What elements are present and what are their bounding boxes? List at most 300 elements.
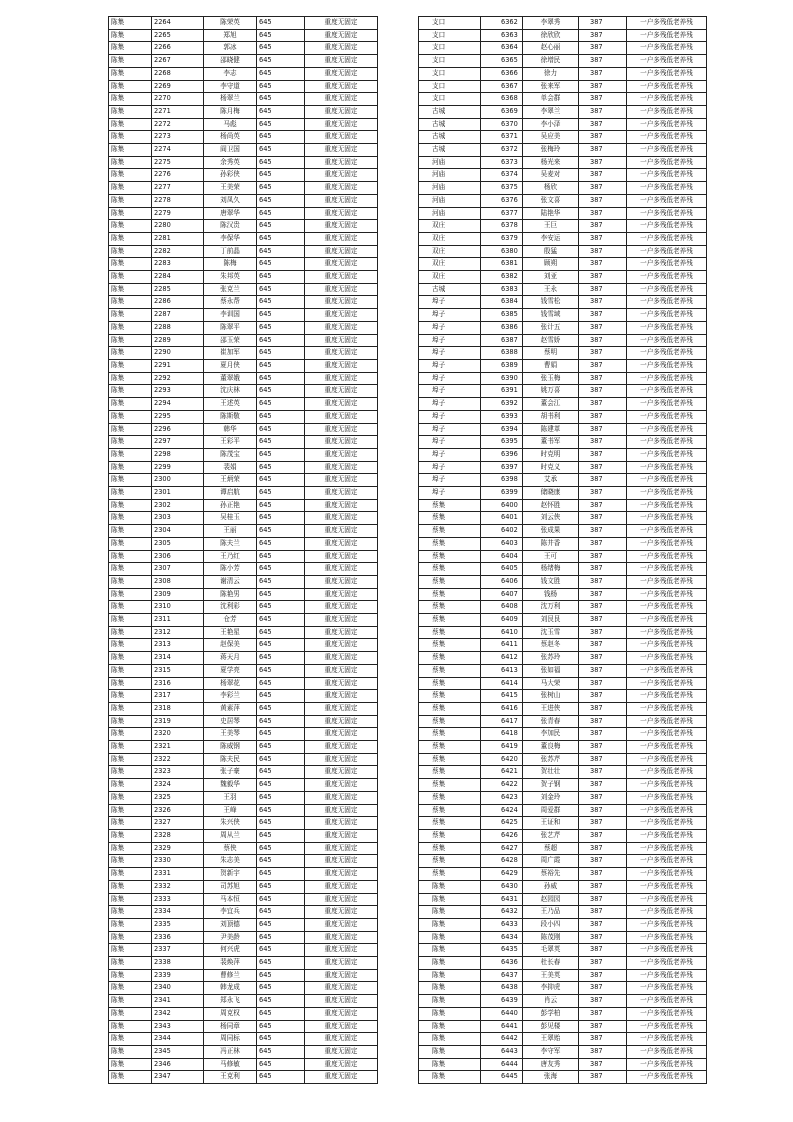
name-cell: 段小四 [523, 918, 579, 931]
category-cell: 一户多残低老养残 [627, 855, 707, 868]
category-cell: 重度无固定 [305, 42, 378, 55]
category-cell: 重度无固定 [305, 791, 378, 804]
table-row [419, 359, 707, 372]
category-cell: 重度无固定 [305, 283, 378, 296]
amount-cell: 645 [257, 499, 305, 512]
name-cell: 朱邦英 [204, 271, 257, 284]
id-cell: 6385 [481, 309, 523, 322]
category-cell: 重度无固定 [305, 131, 378, 144]
table-row [109, 29, 378, 42]
id-cell: 2301 [152, 487, 204, 500]
id-cell: 6442 [481, 1033, 523, 1046]
name-cell: 李志 [204, 67, 257, 80]
amount-cell: 645 [257, 1058, 305, 1071]
town-cell: 埠子 [419, 423, 481, 436]
table-row [419, 969, 707, 982]
id-cell: 2283 [152, 258, 204, 271]
name-cell: 张子豪 [204, 766, 257, 779]
id-cell: 2318 [152, 702, 204, 715]
table-row [109, 537, 378, 550]
category-cell: 重度无固定 [305, 575, 378, 588]
table-row [109, 525, 378, 538]
id-cell: 6364 [481, 42, 523, 55]
amount-cell: 645 [257, 753, 305, 766]
id-cell: 6388 [481, 347, 523, 360]
amount-cell: 387 [579, 575, 627, 588]
town-cell: 陈集 [109, 258, 152, 271]
category-cell: 重度无固定 [305, 17, 378, 30]
category-cell: 重度无固定 [305, 194, 378, 207]
amount-cell: 387 [579, 499, 627, 512]
table-row [109, 347, 378, 360]
amount-cell: 387 [579, 728, 627, 741]
town-cell: 陈集 [109, 105, 152, 118]
id-cell: 2302 [152, 499, 204, 512]
table-row [109, 232, 378, 245]
category-cell: 重度无固定 [305, 880, 378, 893]
amount-cell: 645 [257, 969, 305, 982]
id-cell: 2335 [152, 918, 204, 931]
amount-cell: 387 [579, 652, 627, 665]
amount-cell: 645 [257, 334, 305, 347]
id-cell: 2346 [152, 1058, 204, 1071]
name-cell: 董书军 [523, 436, 579, 449]
category-cell: 重度无固定 [305, 601, 378, 614]
name-cell: 杨绪梅 [523, 563, 579, 576]
town-cell: 陈集 [109, 601, 152, 614]
amount-cell: 645 [257, 779, 305, 792]
category-cell: 一户多残低老养残 [627, 461, 707, 474]
category-cell: 一户多残低老养残 [627, 245, 707, 258]
town-cell: 陈集 [109, 347, 152, 360]
id-cell: 2321 [152, 741, 204, 754]
name-cell: 史居琴 [204, 715, 257, 728]
name-cell: 刘凤久 [204, 194, 257, 207]
id-cell: 2273 [152, 131, 204, 144]
table-row [419, 563, 707, 576]
category-cell: 一户多残低老养残 [627, 906, 707, 919]
table-row [419, 169, 707, 182]
id-cell: 2293 [152, 385, 204, 398]
category-cell: 重度无固定 [305, 969, 378, 982]
id-cell: 6419 [481, 741, 523, 754]
table-row [109, 817, 378, 830]
amount-cell: 387 [579, 1020, 627, 1033]
id-cell: 6417 [481, 715, 523, 728]
town-cell: 陈集 [109, 563, 152, 576]
table-row [109, 652, 378, 665]
category-cell: 重度无固定 [305, 29, 378, 42]
town-cell: 陈集 [109, 144, 152, 157]
amount-cell: 645 [257, 67, 305, 80]
id-cell: 2288 [152, 321, 204, 334]
category-cell: 一户多残低老养残 [627, 436, 707, 449]
town-cell: 双庄 [419, 220, 481, 233]
town-cell: 蔡集 [419, 626, 481, 639]
category-cell: 一户多残低老养残 [627, 42, 707, 55]
name-cell: 肖云 [523, 995, 579, 1008]
name-cell: 陆艳华 [523, 207, 579, 220]
category-cell: 重度无固定 [305, 906, 378, 919]
town-cell: 陈集 [109, 474, 152, 487]
amount-cell: 387 [579, 918, 627, 931]
id-cell: 2264 [152, 17, 204, 30]
id-cell: 2289 [152, 334, 204, 347]
amount-cell: 387 [579, 17, 627, 30]
amount-cell: 387 [579, 804, 627, 817]
id-cell: 2267 [152, 55, 204, 68]
name-cell: 王乃红 [204, 550, 257, 563]
table-row [419, 220, 707, 233]
amount-cell: 645 [257, 321, 305, 334]
town-cell: 蔡集 [419, 588, 481, 601]
name-cell: 周爱群 [523, 804, 579, 817]
amount-cell: 387 [579, 690, 627, 703]
category-cell: 一户多残低老养残 [627, 868, 707, 881]
id-cell: 2325 [152, 791, 204, 804]
amount-cell: 645 [257, 512, 305, 525]
category-cell: 重度无固定 [305, 105, 378, 118]
category-cell: 一户多残低老养残 [627, 842, 707, 855]
amount-cell: 387 [579, 105, 627, 118]
amount-cell: 387 [579, 601, 627, 614]
name-cell: 张玉梅 [523, 372, 579, 385]
name-cell: 陈艳男 [204, 588, 257, 601]
town-cell: 陈集 [109, 652, 152, 665]
town-cell: 陈集 [109, 677, 152, 690]
amount-cell: 387 [579, 182, 627, 195]
table-row [109, 614, 378, 627]
table-row [419, 118, 707, 131]
name-cell: 王可 [523, 550, 579, 563]
town-cell: 陈集 [419, 957, 481, 970]
id-cell: 2265 [152, 29, 204, 42]
table-row [109, 105, 378, 118]
category-cell: 一户多残低老养残 [627, 321, 707, 334]
table-row [419, 931, 707, 944]
table-row [109, 741, 378, 754]
town-cell: 陈集 [109, 118, 152, 131]
town-cell: 蔡集 [419, 779, 481, 792]
name-cell: 孙正艳 [204, 499, 257, 512]
category-cell: 一户多残低老养残 [627, 817, 707, 830]
town-cell: 陈集 [109, 448, 152, 461]
table-row [419, 880, 707, 893]
category-cell: 一户多残低老养残 [627, 271, 707, 284]
category-cell: 重度无固定 [305, 499, 378, 512]
town-cell: 蔡集 [419, 728, 481, 741]
id-cell: 2266 [152, 42, 204, 55]
table-row [109, 715, 378, 728]
category-cell: 一户多残低老养残 [627, 753, 707, 766]
name-cell: 钱杨 [523, 588, 579, 601]
category-cell: 重度无固定 [305, 258, 378, 271]
table-row [419, 525, 707, 538]
category-cell: 重度无固定 [305, 537, 378, 550]
table-row [109, 1058, 378, 1071]
amount-cell: 387 [579, 753, 627, 766]
name-cell: 李彩兰 [204, 690, 257, 703]
name-cell: 郭冰 [204, 42, 257, 55]
amount-cell: 387 [579, 207, 627, 220]
name-cell: 时克明 [523, 448, 579, 461]
amount-cell: 645 [257, 601, 305, 614]
id-cell: 2342 [152, 1007, 204, 1020]
id-cell: 2347 [152, 1071, 204, 1084]
id-cell: 2339 [152, 969, 204, 982]
id-cell: 2322 [152, 753, 204, 766]
name-cell: 陈夫兰 [204, 537, 257, 550]
table-row [109, 626, 378, 639]
town-cell: 陈集 [109, 487, 152, 500]
town-cell: 埠子 [419, 385, 481, 398]
amount-cell: 387 [579, 1045, 627, 1058]
table-row [419, 830, 707, 843]
table-row [109, 931, 378, 944]
amount-cell: 645 [257, 194, 305, 207]
amount-cell: 645 [257, 626, 305, 639]
amount-cell: 645 [257, 1020, 305, 1033]
town-cell: 陈集 [109, 550, 152, 563]
amount-cell: 645 [257, 182, 305, 195]
amount-cell: 387 [579, 448, 627, 461]
town-cell: 支口 [419, 55, 481, 68]
id-cell: 2312 [152, 626, 204, 639]
name-cell: 钱雪域 [523, 309, 579, 322]
id-cell: 6444 [481, 1058, 523, 1071]
category-cell: 重度无固定 [305, 664, 378, 677]
table-row [419, 550, 707, 563]
id-cell: 6409 [481, 614, 523, 627]
id-cell: 6425 [481, 817, 523, 830]
name-cell: 张计五 [523, 321, 579, 334]
amount-cell: 387 [579, 512, 627, 525]
category-cell: 一户多残低老养残 [627, 398, 707, 411]
category-cell: 一户多残低老养残 [627, 423, 707, 436]
category-cell: 一户多残低老养残 [627, 741, 707, 754]
name-cell: 单会群 [523, 93, 579, 106]
id-cell: 6436 [481, 957, 523, 970]
amount-cell: 645 [257, 448, 305, 461]
town-cell: 蔡集 [419, 499, 481, 512]
table-row [419, 232, 707, 245]
id-cell: 2290 [152, 347, 204, 360]
id-cell: 2276 [152, 169, 204, 182]
amount-cell: 387 [579, 868, 627, 881]
category-cell: 重度无固定 [305, 614, 378, 627]
category-cell: 重度无固定 [305, 385, 378, 398]
town-cell: 双庄 [419, 232, 481, 245]
table-row [419, 398, 707, 411]
town-cell: 蔡集 [419, 639, 481, 652]
category-cell: 重度无固定 [305, 271, 378, 284]
amount-cell: 645 [257, 766, 305, 779]
amount-cell: 645 [257, 842, 305, 855]
category-cell: 重度无固定 [305, 753, 378, 766]
name-cell: 王丽 [204, 525, 257, 538]
name-cell: 郑永飞 [204, 995, 257, 1008]
table-row [419, 258, 707, 271]
town-cell: 蔡集 [419, 550, 481, 563]
table-row [109, 461, 378, 474]
category-cell: 一户多残低老养残 [627, 893, 707, 906]
category-cell: 一户多残低老养残 [627, 1020, 707, 1033]
id-cell: 2284 [152, 271, 204, 284]
id-cell: 6384 [481, 296, 523, 309]
town-cell: 古城 [419, 144, 481, 157]
category-cell: 一户多残低老养残 [627, 17, 707, 30]
id-cell: 2272 [152, 118, 204, 131]
id-cell: 6381 [481, 258, 523, 271]
name-cell: 谭启航 [204, 487, 257, 500]
id-cell: 2311 [152, 614, 204, 627]
table-row [109, 1071, 378, 1084]
category-cell: 一户多残低老养残 [627, 639, 707, 652]
town-cell: 河庙 [419, 169, 481, 182]
amount-cell: 387 [579, 29, 627, 42]
town-cell: 陈集 [109, 830, 152, 843]
category-cell: 一户多残低老养残 [627, 359, 707, 372]
name-cell: 黄素萍 [204, 702, 257, 715]
category-cell: 一户多残低老养残 [627, 664, 707, 677]
town-cell: 蔡集 [419, 791, 481, 804]
id-cell: 6441 [481, 1020, 523, 1033]
category-cell: 重度无固定 [305, 804, 378, 817]
name-cell: 朱志美 [204, 855, 257, 868]
name-cell: 毛翠英 [523, 944, 579, 957]
amount-cell: 645 [257, 156, 305, 169]
amount-cell: 387 [579, 931, 627, 944]
id-cell: 2296 [152, 423, 204, 436]
table-row [419, 868, 707, 881]
town-cell: 古城 [419, 283, 481, 296]
id-cell: 6445 [481, 1071, 523, 1084]
id-cell: 6370 [481, 118, 523, 131]
id-cell: 2282 [152, 245, 204, 258]
id-cell: 2274 [152, 144, 204, 157]
category-cell: 一户多残低老养残 [627, 182, 707, 195]
table-row [419, 93, 707, 106]
category-cell: 一户多残低老养残 [627, 474, 707, 487]
name-cell: 曹修兰 [204, 969, 257, 982]
table-row [419, 410, 707, 423]
name-cell: 刘艮艮 [523, 614, 579, 627]
id-cell: 6437 [481, 969, 523, 982]
amount-cell: 645 [257, 817, 305, 830]
amount-cell: 387 [579, 296, 627, 309]
town-cell: 埠子 [419, 410, 481, 423]
id-cell: 6387 [481, 334, 523, 347]
id-cell: 6407 [481, 588, 523, 601]
id-cell: 6372 [481, 144, 523, 157]
id-cell: 2303 [152, 512, 204, 525]
amount-cell: 387 [579, 232, 627, 245]
town-cell: 陈集 [109, 436, 152, 449]
id-cell: 2268 [152, 67, 204, 80]
town-cell: 陈集 [109, 728, 152, 741]
id-cell: 6424 [481, 804, 523, 817]
town-cell: 陈集 [109, 931, 152, 944]
name-cell: 徐增民 [523, 55, 579, 68]
id-cell: 2278 [152, 194, 204, 207]
category-cell: 一户多残低老养残 [627, 880, 707, 893]
category-cell: 一户多残低老养残 [627, 702, 707, 715]
amount-cell: 645 [257, 588, 305, 601]
category-cell: 重度无固定 [305, 398, 378, 411]
table-row [419, 55, 707, 68]
id-cell: 6373 [481, 156, 523, 169]
table-row [419, 614, 707, 627]
town-cell: 陈集 [109, 804, 152, 817]
name-cell: 唐友秀 [523, 1058, 579, 1071]
name-cell: 蔡侠 [204, 842, 257, 855]
table-row [419, 29, 707, 42]
amount-cell: 387 [579, 906, 627, 919]
town-cell: 陈集 [109, 588, 152, 601]
town-cell: 陈集 [419, 1058, 481, 1071]
name-cell: 魏毅华 [204, 779, 257, 792]
id-cell: 6378 [481, 220, 523, 233]
name-cell: 王述英 [204, 398, 257, 411]
name-cell: 贺壮壮 [523, 766, 579, 779]
category-cell: 重度无固定 [305, 1007, 378, 1020]
name-cell: 彭见楼 [523, 1020, 579, 1033]
id-cell: 2275 [152, 156, 204, 169]
id-cell: 2334 [152, 906, 204, 919]
name-cell: 王美英 [523, 969, 579, 982]
name-cell: 陈月梅 [204, 105, 257, 118]
table-row [109, 271, 378, 284]
town-cell: 陈集 [109, 29, 152, 42]
category-cell: 一户多残低老养残 [627, 29, 707, 42]
amount-cell: 645 [257, 1033, 305, 1046]
name-cell: 杜长春 [523, 957, 579, 970]
name-cell: 马修敏 [204, 1058, 257, 1071]
amount-cell: 645 [257, 232, 305, 245]
town-cell: 陈集 [109, 664, 152, 677]
town-cell: 蔡集 [419, 563, 481, 576]
amount-cell: 645 [257, 144, 305, 157]
table-row [419, 296, 707, 309]
amount-cell: 387 [579, 588, 627, 601]
id-cell: 6429 [481, 868, 523, 881]
amount-cell: 387 [579, 537, 627, 550]
amount-cell: 387 [579, 220, 627, 233]
category-cell: 重度无固定 [305, 372, 378, 385]
id-cell: 2313 [152, 639, 204, 652]
table-row [109, 1033, 378, 1046]
amount-cell: 387 [579, 702, 627, 715]
id-cell: 6440 [481, 1007, 523, 1020]
name-cell: 韩龙成 [204, 982, 257, 995]
id-cell: 2292 [152, 372, 204, 385]
name-cell: 张海 [523, 1071, 579, 1084]
amount-cell: 387 [579, 614, 627, 627]
category-cell: 一户多残低老养残 [627, 563, 707, 576]
id-cell: 2337 [152, 944, 204, 957]
category-cell: 一户多残低老养残 [627, 410, 707, 423]
name-cell: 沈万利 [523, 601, 579, 614]
table-row [109, 296, 378, 309]
category-cell: 一户多残低老养残 [627, 309, 707, 322]
id-cell: 6367 [481, 80, 523, 93]
id-cell: 6391 [481, 385, 523, 398]
table-row [109, 182, 378, 195]
table-row [419, 982, 707, 995]
name-cell: 蔡永帮 [204, 296, 257, 309]
category-cell: 一户多残低老养残 [627, 690, 707, 703]
name-cell: 刘顶德 [204, 918, 257, 931]
